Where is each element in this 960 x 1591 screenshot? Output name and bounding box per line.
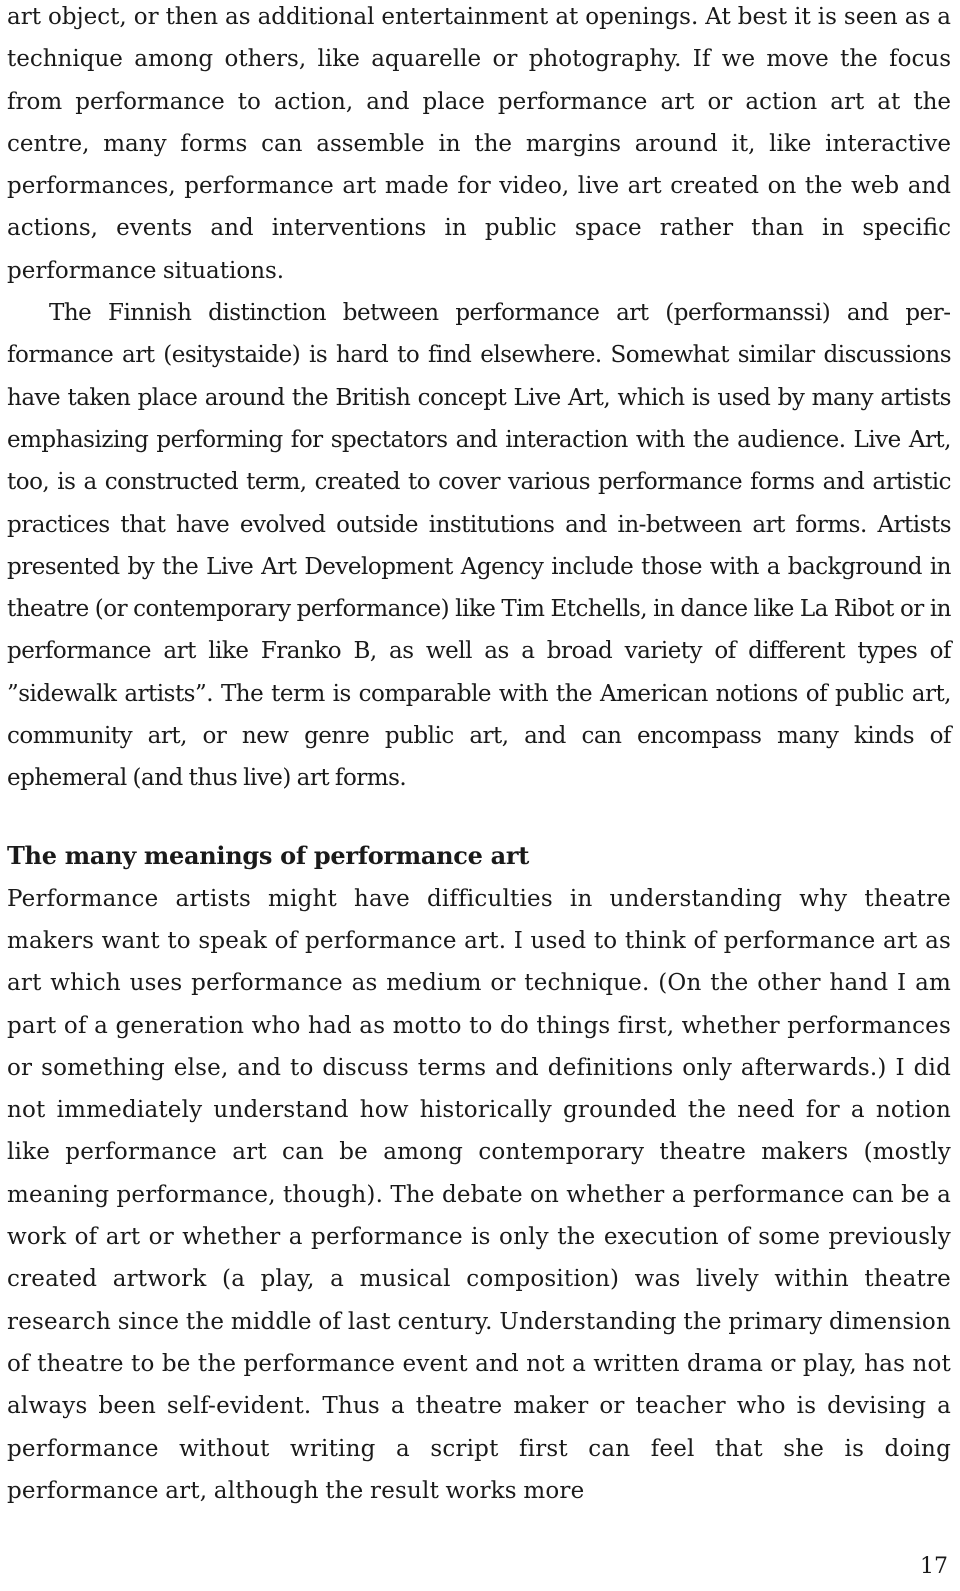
paragraph-finnish-distinction: The Finnish distinction between performance art (performanssi) and performance art (esitystaide) is hard to find elsewhere. Somewhat similar discussions have taken place around the British concept Live Art, which is used by many artists emphasizing performing for spectators and interaction with the audience. Live Art, too, is a constructed term, created to cover various performance forms and artistic practices that have evolved outside institutions and in-between art forms. Artists presented by the Live Art Development Agency include those with a background in theatre (or contemporary performance) like Tim Etchells, in dance like La Ribot or in performance art like Franko B, as well as a broad variety of different types of ”sidewalk artists”. The term is comparable with the American notions of public art, community art, or new genre public art, and can encompass many kinds of ephemeral (and thus live) art forms. bbox=[7, 300, 951, 792]
paragraph-performance-artists: Performance artists might have difficulties in understanding why theatre makers want to speak of performance art. I used to think of performance art as art which uses performance as medium or technique. (On the other hand I am part of a generation who had as motto to do things first, whether performances or something else, and to discuss terms and definitions only afterwards.) I did not immediately understand how historically grounded the need for a notion like performance art can be among contemporary theatre makers (mostly meaning performance, though). The debate on whether a performance can be a work of art or whether a performance is only the execution of some previously created artwork (a play, a musical composition) was lively within theatre research since the middle of last century. Understanding the primary dimension of theatre to be the performance event and not a written drama or play, has not always been self-evident. Thus a theatre maker or teacher who is devising a performance without writing a script first can feel that she is doing performance art, although the result works more bbox=[7, 885, 951, 1504]
section-heading: The many meanings of performance art bbox=[7, 840, 529, 870]
document-page bbox=[7, 0, 951, 1512]
page-number: 17 bbox=[920, 1554, 948, 1579]
paragraph-continuation: art object, or then as additional entertainment at openings. At best it is seen as a technique among others, like aquarelle or photography. If we move the focus from performance to action, and place performance art or action art at the centre, many forms can assemble in the margins around it, like interactive performances, performance art made for video, live art created on the web and actions, events and interventions in public space rather than in specific performance situations. bbox=[7, 4, 951, 284]
